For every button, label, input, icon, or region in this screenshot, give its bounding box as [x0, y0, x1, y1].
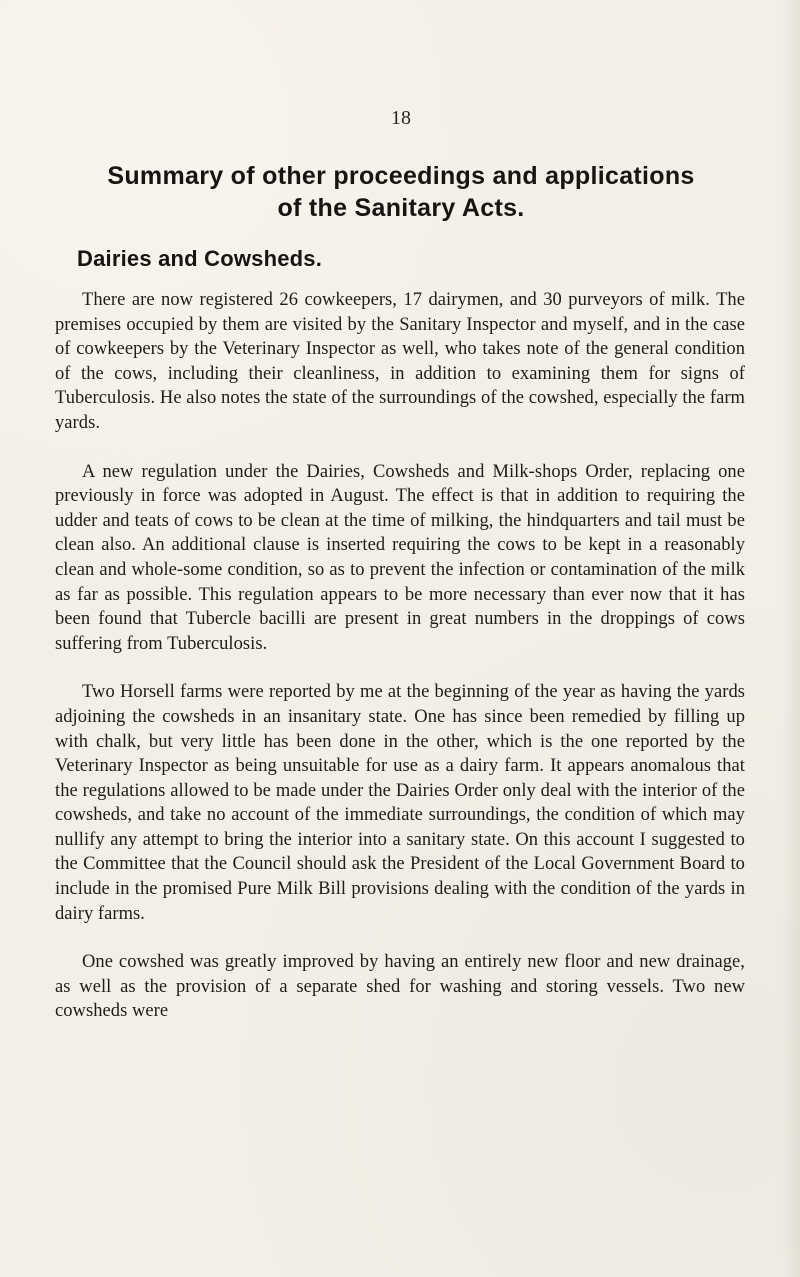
page-number: 18: [391, 107, 411, 129]
paragraph-2: A new regulation under the Dairies, Cowsheds and Milk-shops Order, replacing one previously in force was adopted in August. The effect is that in addition to requiring the udder and teats of cows to be clean at the time of milking, the hindquarters and tail must be clean also. An additional clause is inserted requiring the cows to be kept in a reasonably clean and whole-some condition, so as to prevent the infection or contamination of the milk as far as possible. This regulation appears to be more necessary than ever now that it has been found that Tubercle bacilli are present in great numbers in the droppings of cows suffering from Tuberculosis.: [55, 461, 745, 654]
scan-edge-shadow: [782, 0, 800, 1277]
body-text: [55, 288, 745, 1024]
page-title-line-2: of the Sanitary Acts.: [277, 194, 525, 222]
section-heading: Dairies and Cowsheds.: [77, 246, 323, 271]
page-title-line-1: Summary of other proceedings and applications: [107, 162, 695, 190]
paragraph-4: One cowshed was greatly improved by having an entirely new floor and new drainage, as well as the provision of a separate shed for washing and storing vessels. Two new cowsheds were: [55, 952, 745, 1022]
page-title: [66, 160, 736, 224]
paragraph-3: Two Horsell farms were reported by me at the beginning of the year as having the yards adjoining the cowsheds in an insanitary state. One has since been remedied by filling up with chalk, but very little has been done in the other, which is the one reported by the Veterinary Inspector as being unsuitable for use as a dairy farm. It appears anomalous that the regulations allowed to be made under the Dairies Order only deal with the interior of the cowsheds, and take no account of the immediate surroundings, the condition of which may nullify any attempt to bring the interior into a sanitary state. On this account I suggested to the Committee that the Council should ask the President of the Local Government Board to include in the promised Pure Milk Bill provisions dealing with the condition of the yards in dairy farms.: [55, 682, 745, 924]
paragraph-1: There are now registered 26 cowkeepers, 17 dairymen, and 30 purveyors of milk. The premises occupied by them are visited by the Sanitary Inspector and myself, and in the case of cowkeepers by the Veterinary Inspector as well, who takes note of the general condition of the cows, including their cleanliness, in addition to examining them for signs of Tuberculosis. He also notes the state of the surroundings of the cowshed, especially the farm yards.: [55, 290, 745, 433]
